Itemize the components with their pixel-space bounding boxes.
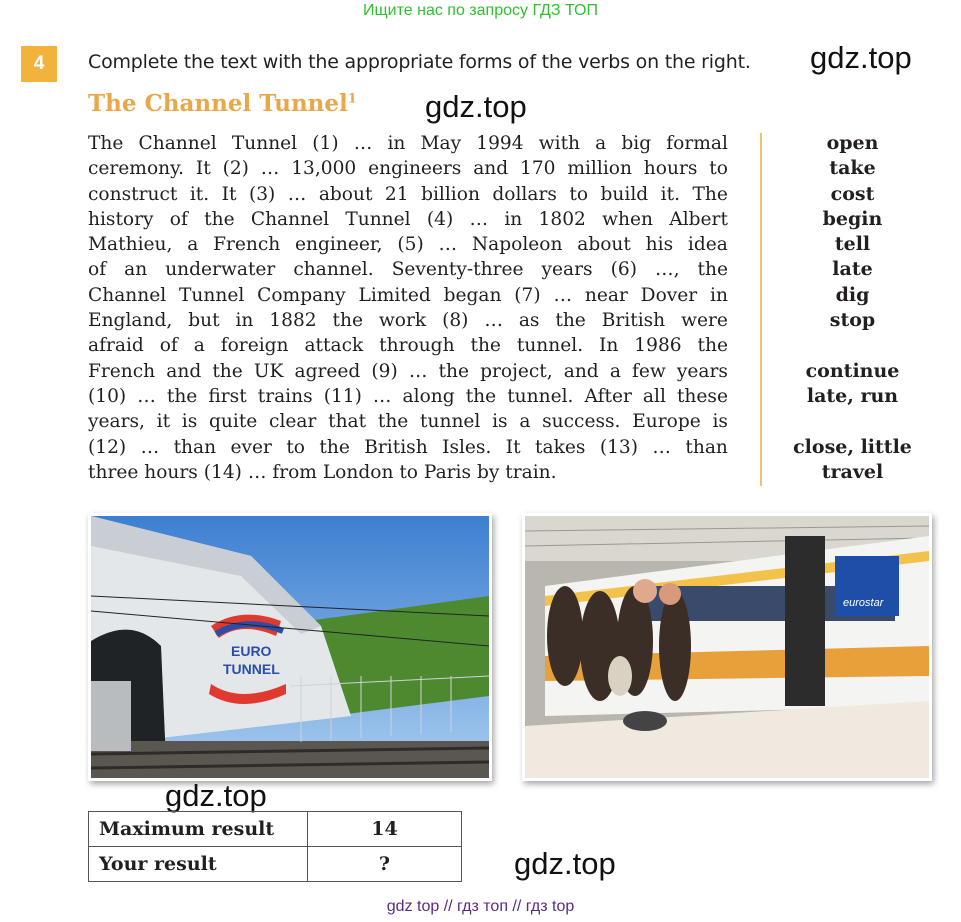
passage-word: is xyxy=(712,411,728,433)
passage-word: but xyxy=(188,310,220,332)
passage-word: … xyxy=(353,133,373,154)
passage-word: … xyxy=(408,360,428,382)
verb-hint: travel xyxy=(821,460,884,483)
passage-line xyxy=(88,232,728,257)
passage-word: is xyxy=(181,411,198,433)
passage-word: the xyxy=(470,335,501,357)
passage-word: with xyxy=(538,133,581,154)
passage-word: in xyxy=(710,284,728,306)
passage-word: Company xyxy=(257,284,346,306)
passage-word: a xyxy=(519,411,531,433)
passage-word: quite xyxy=(209,411,258,433)
passage-word: (9) xyxy=(371,360,398,382)
passage-word: 1986 xyxy=(634,335,682,357)
passage-line xyxy=(88,333,728,358)
passage-word: tunnel. xyxy=(507,385,574,407)
verb-hint xyxy=(770,409,935,434)
passage-line xyxy=(88,384,728,409)
passage-word: about xyxy=(318,183,373,205)
watermark: gdz.top xyxy=(425,89,527,124)
title-text: The Channel Tunnel xyxy=(88,90,348,117)
passage-word: … xyxy=(553,284,573,306)
passage-line xyxy=(88,460,728,485)
verb-hint: continue xyxy=(805,359,900,382)
passage-word: … xyxy=(372,385,392,407)
passage-word: it xyxy=(156,411,171,433)
max-result-label: Maximum result xyxy=(89,812,308,847)
passage-word: the xyxy=(212,360,243,382)
passage-word: of xyxy=(169,208,188,230)
passage-word: 170 xyxy=(520,158,556,180)
your-result-label: Your result xyxy=(89,847,308,882)
passage-word: the xyxy=(166,385,198,407)
passage-word: engineers xyxy=(368,158,462,180)
passage-word: 21 xyxy=(384,183,409,205)
passage-word: near xyxy=(584,284,628,306)
passage-word: the xyxy=(555,310,586,332)
passage-word: French xyxy=(88,360,156,382)
passage-word: Tunnel xyxy=(231,133,298,154)
passage-word: work xyxy=(378,310,427,332)
passage-word: tunnel. xyxy=(516,335,584,357)
passage-word: the xyxy=(697,335,728,357)
passage-word: the xyxy=(319,436,350,458)
passage-word: of xyxy=(88,259,107,281)
sign-text-tunnel: TUNNEL xyxy=(223,661,280,677)
exercise-instruction: Complete the text with the appropriate forms of the verbs on the right. xyxy=(88,51,751,73)
max-result-value: 14 xyxy=(308,812,462,847)
passage-word: clear xyxy=(269,411,317,433)
passage-word: ceremony. xyxy=(88,158,185,180)
passage-word: 1802 xyxy=(538,208,586,230)
passage-line xyxy=(88,182,728,207)
passage-word: ever xyxy=(230,436,272,458)
passage-word: and xyxy=(563,360,599,382)
passage-word: … xyxy=(469,208,489,230)
passage-line xyxy=(88,359,728,384)
passage-word: (6) xyxy=(610,259,637,281)
passage-word: idea xyxy=(687,234,728,256)
passage-word: … xyxy=(137,385,156,407)
passage-word: (4) xyxy=(426,208,454,230)
verb-hint: dig xyxy=(835,283,870,306)
passage-word: Dover xyxy=(640,284,698,306)
passage-word: underwater xyxy=(165,259,276,281)
passage-word: big xyxy=(621,133,652,154)
passage-word: the xyxy=(697,259,728,281)
passage-word: Mathieu, xyxy=(88,234,173,256)
passage-word: an xyxy=(124,259,148,281)
watermark: gdz.top xyxy=(514,846,616,881)
eurostar-illustration xyxy=(525,516,929,778)
passage-word: first xyxy=(208,385,247,407)
passage-word: years xyxy=(541,259,593,281)
passage-word: in xyxy=(504,208,523,230)
passage-word: Tunnel xyxy=(345,208,411,230)
passage-word: that xyxy=(328,411,367,433)
passage-word: It xyxy=(195,158,211,180)
passage-word: these xyxy=(676,385,728,407)
passage-word: foreign xyxy=(220,335,289,357)
passage-line xyxy=(88,156,728,181)
passage-word: the xyxy=(438,360,469,382)
passage-word: (12) xyxy=(88,436,127,458)
passage-word: the xyxy=(465,385,497,407)
title-footnote: 1 xyxy=(347,91,357,107)
passage-word: British xyxy=(364,436,428,458)
passage-word: (7) xyxy=(514,284,541,306)
verbs-column xyxy=(770,131,935,485)
passage-word: The xyxy=(692,183,728,205)
passage-word: Tunnel xyxy=(179,284,245,306)
passage-word: (8) xyxy=(442,310,469,332)
passage-word: the xyxy=(204,208,235,230)
passage-word: … xyxy=(260,158,280,180)
passage-word: (1) xyxy=(312,133,339,154)
passage-word: UK xyxy=(253,360,284,382)
passage-word: In xyxy=(599,335,619,357)
passage-word: … xyxy=(652,436,671,458)
passage-word: 1882 xyxy=(269,310,317,332)
passage-word: construct xyxy=(88,183,178,205)
passage-word: were xyxy=(681,310,728,332)
passage-line xyxy=(88,283,728,308)
passage-word: Channel xyxy=(250,208,330,230)
passage-word: project, xyxy=(480,360,553,382)
passage-word: tunnel xyxy=(420,411,481,433)
passage-word: Seventy-three xyxy=(391,259,524,281)
passage-word: billion xyxy=(421,183,480,205)
passage-word: than xyxy=(173,436,217,458)
passage-word: 13,000 xyxy=(291,158,357,180)
passage-line xyxy=(88,308,728,333)
footer-links[interactable]: gdz top // гдз топ // гдз top xyxy=(386,898,575,915)
passage-word: than xyxy=(685,436,728,458)
passage-word: few xyxy=(632,360,666,382)
passage-word: 1994 xyxy=(476,133,524,154)
passage-word: to xyxy=(569,183,589,205)
passage-word: attack xyxy=(304,335,364,357)
passage-word: The xyxy=(88,133,124,154)
passage-word: Europe xyxy=(632,411,701,433)
passage-word: formal xyxy=(666,133,728,154)
passage-word: of xyxy=(159,335,178,357)
passage-line xyxy=(88,409,728,434)
verb-hint: begin xyxy=(822,207,883,230)
passage-word: England, xyxy=(88,310,173,332)
passage-word: a xyxy=(193,335,205,357)
passage-word: It xyxy=(505,436,521,458)
passage-word: years, xyxy=(88,411,145,433)
passage-word: it. xyxy=(660,183,681,205)
passage-word: … xyxy=(287,183,307,205)
passage-word: it. xyxy=(189,183,210,205)
passage-word: engineer, xyxy=(295,234,383,256)
passage-word: the xyxy=(332,310,363,332)
verb-hint: stop xyxy=(829,309,876,332)
passage-line xyxy=(88,257,728,282)
passage-word: his xyxy=(645,234,674,256)
passage-word: hours xyxy=(643,158,698,180)
passage-word: Isles. xyxy=(442,436,492,458)
passage-line xyxy=(88,131,728,156)
passage-word: … xyxy=(140,436,160,458)
passage-word: Albert xyxy=(669,208,728,230)
passage-word: all xyxy=(642,385,666,407)
eurostar-logo-text: eurostar xyxy=(843,597,884,609)
passage-word: a xyxy=(187,234,199,256)
passage-word: in xyxy=(235,310,254,332)
passage-word: when xyxy=(602,208,654,230)
passage-word: channel. xyxy=(293,259,374,281)
table-row xyxy=(89,812,462,847)
passage-word: years xyxy=(676,360,728,382)
passage-word: to xyxy=(286,436,305,458)
passage-word: success. xyxy=(542,411,621,433)
passage-word: May xyxy=(420,133,462,154)
verb-hint: close, little xyxy=(793,435,912,458)
passage-word: takes xyxy=(535,436,586,458)
passage-text xyxy=(88,131,728,485)
sign-text-euro: EURO xyxy=(231,643,272,659)
photo-eurostar-platform xyxy=(522,513,932,781)
table-row xyxy=(89,847,462,882)
exercise-number-badge: 4 xyxy=(21,46,57,82)
verb-hint: tell xyxy=(834,233,871,256)
passage-word: (5) xyxy=(397,234,424,256)
passage-word: a xyxy=(609,360,621,382)
passage-word: (2) xyxy=(222,158,249,180)
passage-word: and xyxy=(473,158,509,180)
watermark: gdz.top xyxy=(165,778,267,813)
text-title xyxy=(88,90,357,117)
passage-word: and xyxy=(166,360,202,382)
passage-word: to xyxy=(709,158,728,180)
passage-word: Channel xyxy=(138,133,217,154)
passage-word: Napoleon xyxy=(471,234,563,256)
passage-word: as xyxy=(518,310,540,332)
passage-word: million xyxy=(567,158,632,180)
verb-hint: late, run xyxy=(806,384,899,407)
top-banner[interactable]: Ищите нас по запросу ГДЗ ТОП xyxy=(363,2,598,19)
passage-word: the xyxy=(377,411,409,433)
passage-word: British xyxy=(601,310,666,332)
verb-hint: take xyxy=(829,157,876,180)
passage-word: (13) xyxy=(599,436,638,458)
passage-word: Limited xyxy=(358,284,431,306)
passage-word: afraid xyxy=(88,335,144,357)
passage-word: (11) xyxy=(323,385,362,407)
passage-word: … xyxy=(484,310,503,332)
watermark: gdz.top xyxy=(810,40,912,75)
passage-word: agreed xyxy=(294,360,361,382)
passage-word: a xyxy=(595,133,607,154)
passage-word: trains xyxy=(257,385,313,407)
passage-line xyxy=(88,207,728,232)
passage-word: (3) xyxy=(248,183,276,205)
passage-word: history xyxy=(88,208,154,230)
passage-word: build xyxy=(600,183,649,205)
your-result-value: ? xyxy=(308,847,462,882)
passage-word: is xyxy=(492,411,508,433)
passage-word: … xyxy=(438,234,458,256)
verb-hint: cost xyxy=(830,182,875,205)
photo-eurotunnel-portal xyxy=(88,513,492,781)
passage-line xyxy=(88,435,728,460)
verb-hint xyxy=(770,333,935,358)
passage-word: Channel xyxy=(88,284,167,306)
passage-word: After xyxy=(584,385,632,407)
verb-hint: late xyxy=(832,258,873,281)
passage-word: French xyxy=(213,234,281,256)
passage-word: three hours (14) … from London to Paris by train. xyxy=(88,461,557,483)
passage-word: It xyxy=(221,183,237,205)
passage-word: in xyxy=(387,133,406,154)
eurotunnel-illustration xyxy=(91,516,489,778)
passage-word: about xyxy=(577,234,631,256)
passage-word: (10) xyxy=(88,385,127,407)
passage-word: dollars xyxy=(492,183,557,205)
passage-word: along xyxy=(402,385,455,407)
passage-word: began xyxy=(443,284,502,306)
verb-hint: open xyxy=(826,132,879,154)
column-divider xyxy=(760,133,762,486)
passage-word: …, xyxy=(654,259,680,281)
score-table xyxy=(88,811,462,882)
passage-word: through xyxy=(379,335,455,357)
